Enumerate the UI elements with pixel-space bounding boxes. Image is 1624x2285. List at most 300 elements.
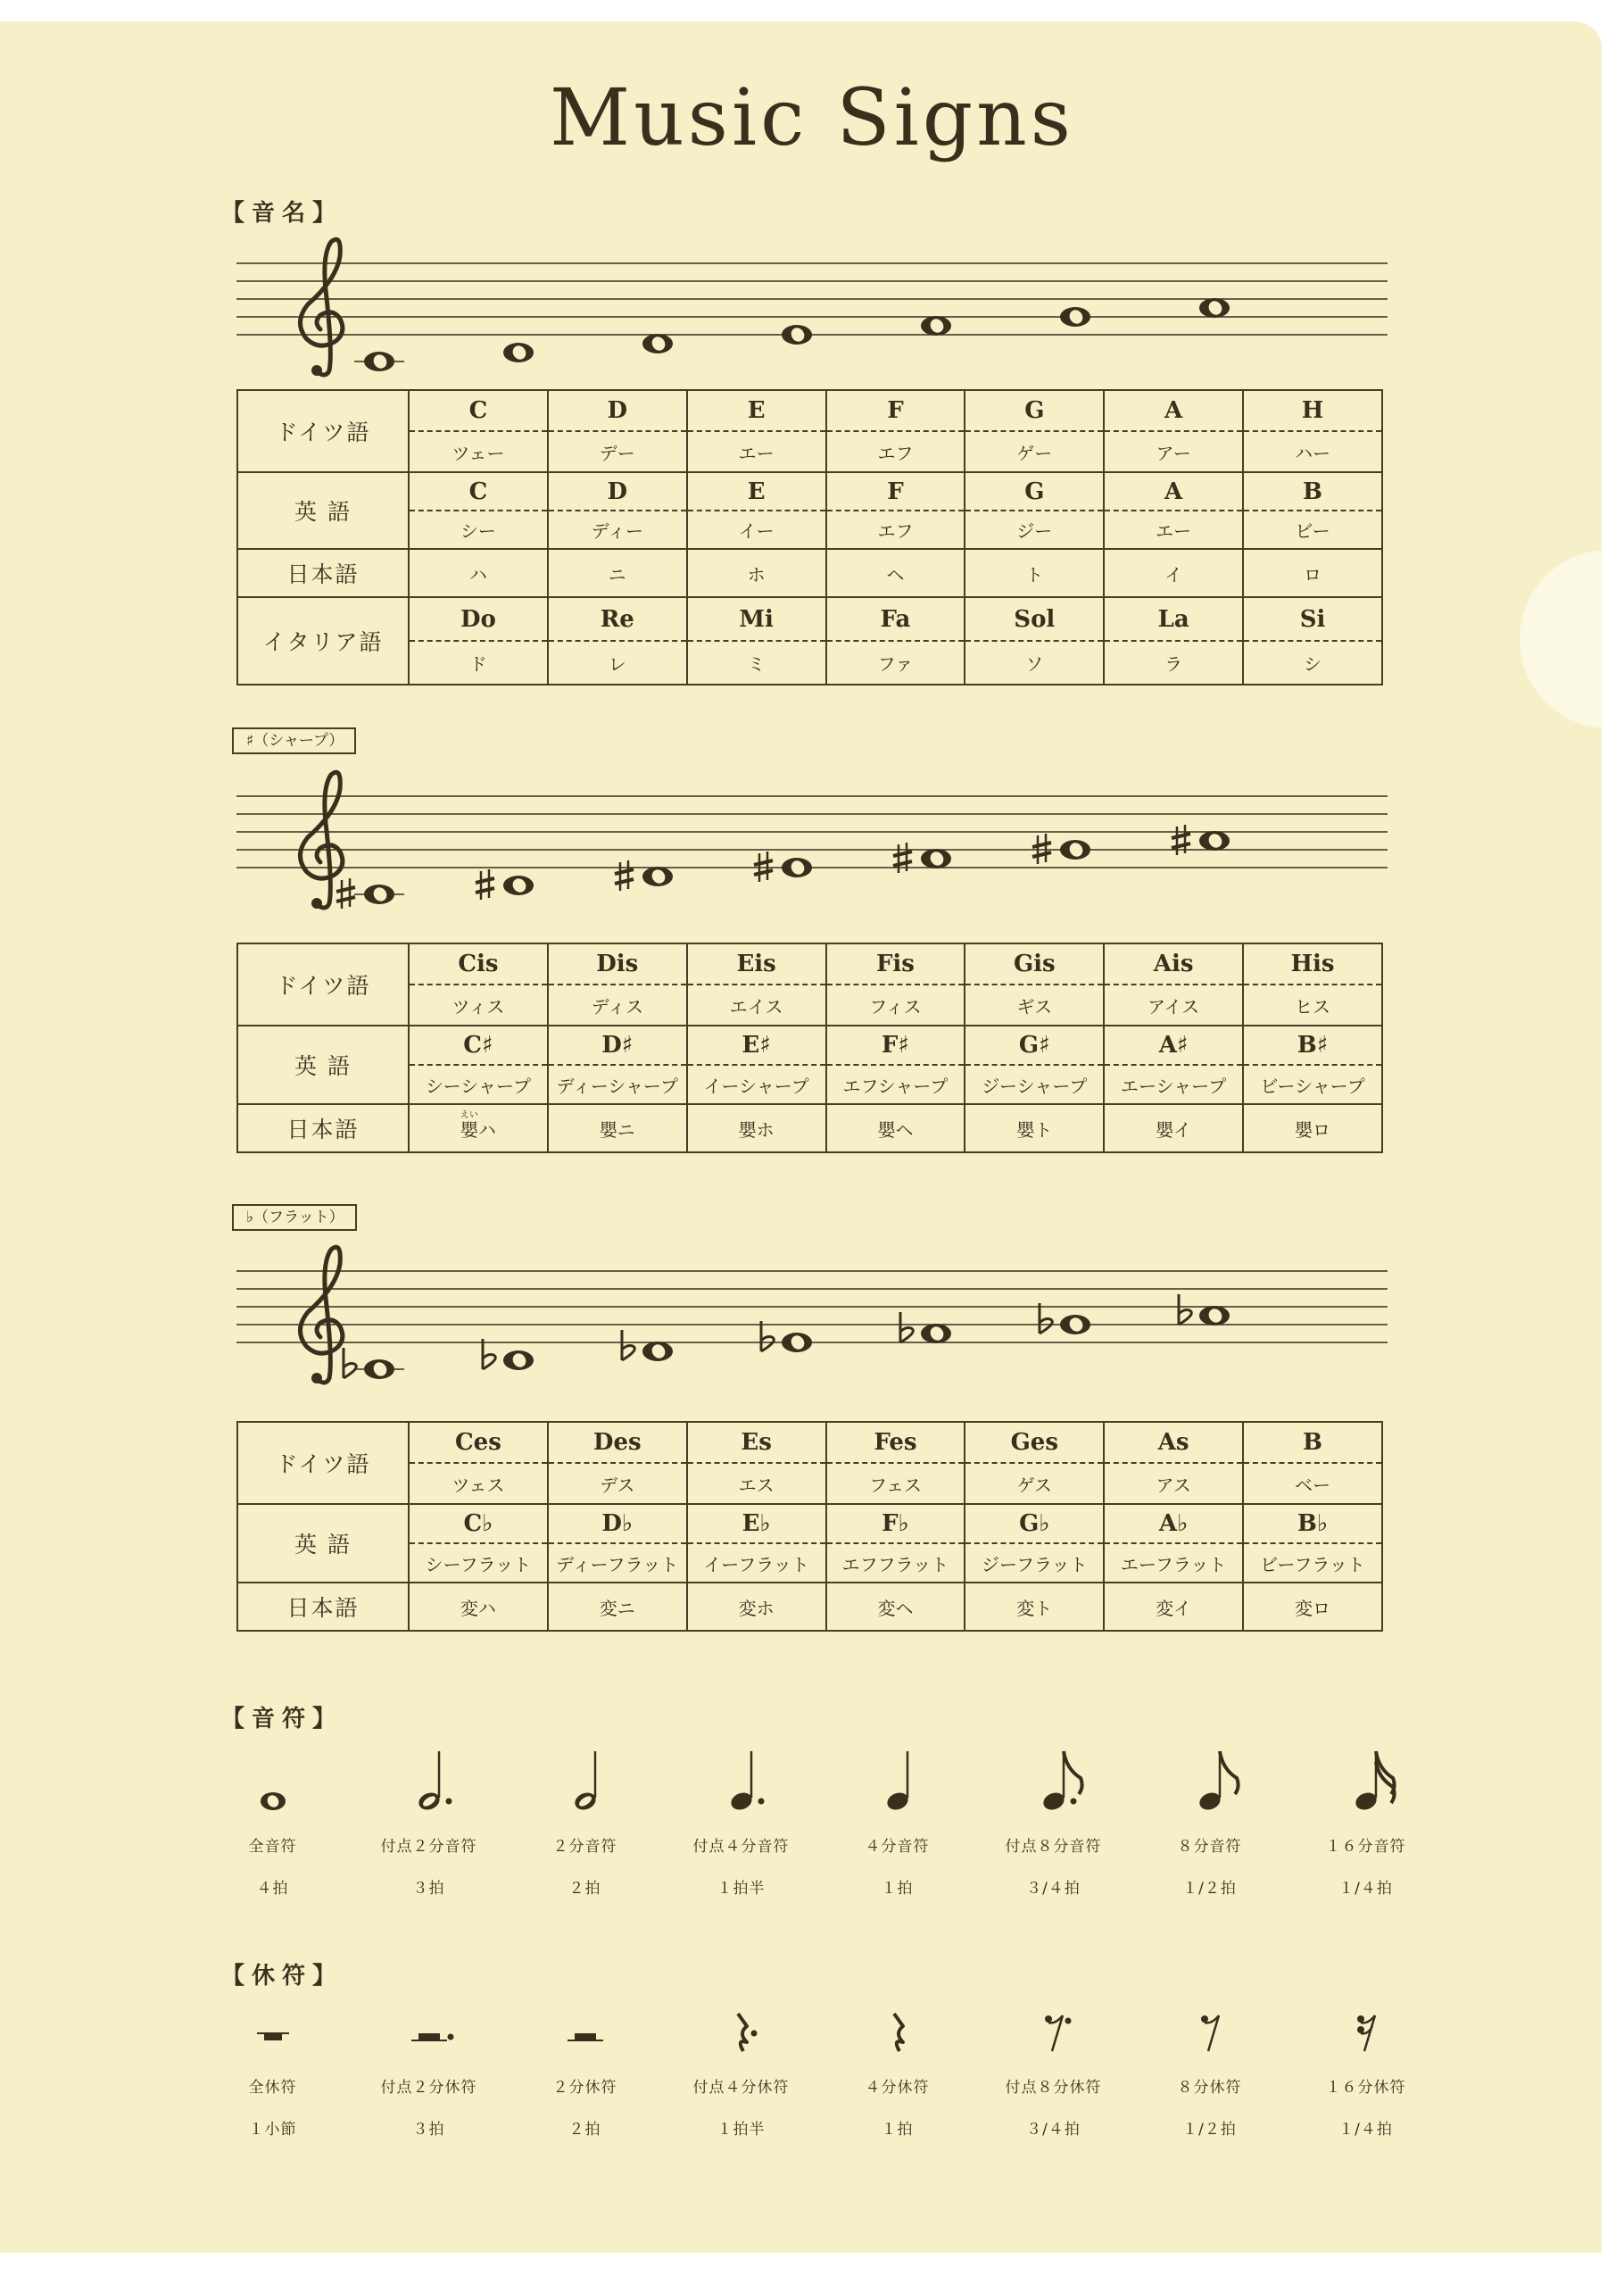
symbol-name: 付点２分休符 [380,2079,477,2097]
cell-reading: イーフラット [703,1553,809,1575]
treble-clef-icon [300,1247,342,1383]
sixteenth-note-icon [1313,1741,1420,1821]
note-cell: 嬰ヘ [826,1104,965,1152]
cell-reading: フィス [869,995,922,1018]
rest-symbol [663,1982,819,2139]
cell-name: 嬰ハ [460,1118,496,1141]
note-cell: 変ヘ [826,1583,965,1631]
note-cell: ニ [548,549,687,597]
note-symbol [819,1741,975,1898]
rest-symbol [351,1982,507,2139]
cell-name: C♭ [410,1505,547,1544]
note-cell [1243,1504,1382,1583]
cell-name: E♯ [688,1026,825,1066]
cell-reading: ベー [1295,1474,1331,1496]
cell-reading: フェス [868,1474,922,1496]
cell-name: D [549,473,686,511]
note-symbol [1288,1741,1444,1898]
cell-name: Gis [965,944,1103,985]
page-title: Music Signs [550,71,1074,163]
note-symbols-row [195,1741,1444,1898]
quarter-rest-icon [844,1982,951,2062]
cell-reading: ゲー [1016,442,1053,464]
note-cell [1104,390,1243,472]
symbol-beat: ３拍 [412,1880,445,1898]
ruby-reading: えい [460,1109,478,1120]
staff-note-5 [921,316,951,336]
staff-note-7 [1199,298,1230,318]
symbol-name: ４分音符 [865,1838,930,1856]
flat-sign-icon [761,1321,774,1351]
sharp-sign-icon [476,869,494,900]
staff-note-5 [900,1312,951,1343]
table-row [237,1422,1382,1504]
cell-name: Cis [410,944,547,985]
symbol-name: 付点８分音符 [1005,1838,1102,1856]
cell-name: B [1244,1423,1381,1464]
flat-table [236,1421,1383,1632]
cell-reading: エーフラット [1120,1553,1227,1575]
note-cell [687,1422,826,1504]
note-cell [409,943,548,1026]
note-cell [965,390,1104,472]
cell-name: A [1105,391,1242,432]
note-cell [1104,472,1243,549]
cell-name: A♭ [1105,1505,1242,1544]
sharp-sign-icon [1172,825,1190,855]
symbol-name: ８分音符 [1177,1838,1242,1856]
cell-name: B [1244,473,1381,511]
cell-reading: ジー [1016,520,1053,542]
note-cell [1104,1504,1243,1583]
section-label-sharp: ♯（シャープ） [232,727,356,754]
staff-note-3 [642,334,673,353]
note-symbol [351,1741,507,1898]
cell-reading: ソ [1025,653,1044,675]
cell-name: Dis [549,944,686,985]
dotted-half-rest-icon [376,1982,483,2062]
cell-name: G♯ [965,1026,1103,1066]
cell-name: G [965,473,1103,511]
symbol-beat: ３/４拍 [1026,1880,1081,1898]
symbol-name: ２分休符 [552,2079,617,2097]
cell-reading: エー [738,442,775,464]
cell-reading: ディー [591,520,643,542]
cell-reading: ツェス [452,1474,505,1496]
table-row [237,472,1382,549]
half-rest-icon [532,1982,639,2062]
dotted-half-note-icon [376,1741,483,1821]
staff-note-7 [1179,1294,1230,1325]
symbol-name: 全音符 [248,1838,297,1856]
rest-symbol [1288,1982,1444,2139]
sharp-sign-icon [1032,834,1051,864]
symbol-beat: １拍 [881,2121,914,2139]
symbol-beat: ２拍 [568,1880,601,1898]
whole-note-icon [220,1741,327,1821]
row-header: ドイツ語 [237,1422,409,1504]
note-cell [1243,1026,1382,1104]
note-cell [826,472,965,549]
cell-reading: ラ [1164,653,1183,675]
section-label-flat: ♭（フラット） [232,1204,357,1231]
cell-name: Ais [1105,944,1242,985]
flat-sign-icon [900,1312,913,1342]
cell-name: C♯ [410,1026,547,1066]
table-row [237,597,1382,685]
note-cell [826,943,965,1026]
note-cell: ハ [409,549,548,597]
note-cell [687,472,826,549]
staff-natural [236,237,1388,388]
rest-symbol [1131,1982,1288,2139]
cell-reading: アイス [1148,995,1200,1018]
treble-clef-icon [300,772,342,909]
cell-name: F♯ [827,1026,965,1066]
note-cell [965,943,1104,1026]
note-cell [826,597,965,685]
cell-reading: エフフラット [841,1553,949,1575]
note-cell: 変ロ [1243,1583,1382,1631]
section-label-notes: 【音符】 [221,1706,344,1732]
symbol-beat: １/４拍 [1338,2121,1393,2139]
note-cell [409,1104,548,1152]
row-header: 英 語 [237,1026,409,1104]
row-header: 日本語 [237,1104,409,1152]
staff-note-5 [893,843,951,873]
note-symbol [195,1741,351,1898]
cell-name: B♭ [1244,1505,1381,1544]
cell-name: Si [1244,598,1381,642]
table-row [237,943,1382,1026]
table-row [237,1583,1382,1631]
note-cell [965,472,1104,549]
sharp-sign-icon [893,843,912,873]
symbol-name: ８分休符 [1177,2079,1242,2097]
symbol-beat: １拍 [881,1880,914,1898]
cell-reading: エイス [729,995,783,1018]
cell-name: D♯ [549,1026,686,1066]
note-cell: 変ニ [548,1583,687,1631]
note-cell [687,597,826,685]
cell-reading: ファ [877,653,914,675]
eighth-rest-icon [1156,1982,1264,2062]
note-cell [965,597,1104,685]
flat-sign-icon [622,1330,634,1360]
table-row [237,1504,1382,1583]
cell-name: As [1105,1423,1242,1464]
cell-reading: エフ [877,442,914,464]
staff-note-4 [782,325,812,345]
cell-reading: デス [600,1474,635,1496]
note-names-table [236,389,1383,686]
note-cell [1104,1026,1243,1104]
note-cell [1104,1422,1243,1504]
cell-reading: デー [599,442,635,464]
note-cell [409,1422,548,1504]
row-header: ドイツ語 [237,943,409,1026]
cell-reading: ツェー [452,442,505,464]
note-cell: 嬰ニ [548,1104,687,1152]
quarter-note-icon [844,1741,951,1821]
note-symbol [663,1741,819,1898]
table-row [237,1026,1382,1104]
note-cell: ト [965,549,1104,597]
staff-note-1 [354,352,404,371]
rest-symbols-row [195,1982,1444,2139]
cell-reading: ビーシャープ [1260,1075,1365,1097]
note-cell [826,1026,965,1104]
note-cell: ヘ [826,549,965,597]
symbol-beat: １拍半 [717,2121,766,2139]
note-cell: ホ [687,549,826,597]
cell-reading: シー [460,520,496,542]
thumb-cutout [1520,550,1602,728]
staff-note-6 [1060,307,1090,327]
cell-reading: ジーフラット [981,1553,1088,1575]
dotted-eighth-rest-icon [1000,1982,1107,2062]
eighth-note-icon [1156,1741,1264,1821]
note-cell [409,472,548,549]
table-row [237,1104,1382,1152]
table-row [237,549,1382,597]
cell-reading: レ [608,653,626,675]
cell-name: B♯ [1244,1026,1381,1066]
cell-name: G♭ [965,1505,1103,1544]
symbol-beat: １/４拍 [1338,1880,1393,1898]
cell-reading: シ [1304,653,1322,675]
cell-name: E♭ [688,1505,825,1544]
staff-note-3 [615,860,673,891]
note-cell [548,597,687,685]
cell-reading: ディーシャープ [556,1075,679,1097]
note-cell [965,1026,1104,1104]
table-row [237,390,1382,472]
cell-name: Do [410,598,547,642]
staff-note-4 [754,852,812,882]
sharp-sign-icon [615,860,634,891]
section-label-rests: 【休符】 [221,1963,344,1990]
note-cell [548,1504,687,1583]
cell-name: Fis [827,944,965,985]
cell-name: E [688,391,825,432]
staff-note-1 [336,878,404,909]
cell-name: H [1244,391,1381,432]
cell-name: Mi [688,598,825,642]
cell-reading: イーシャープ [703,1075,809,1097]
staff-note-1 [344,1348,404,1379]
staff-note-7 [1172,825,1230,855]
flat-sign-icon [483,1339,495,1369]
symbol-beat: １/２拍 [1182,1880,1237,1898]
symbol-name: 付点８分休符 [1005,2079,1102,2097]
note-cell: 嬰ト [965,1104,1104,1152]
cell-name: D♭ [549,1505,686,1544]
note-cell [826,390,965,472]
cell-reading: ハー [1295,442,1331,464]
row-header: 英 語 [237,1504,409,1583]
note-cell [1104,943,1243,1026]
note-symbol [1131,1741,1288,1898]
cell-name: Re [549,598,686,642]
symbol-name: １６分休符 [1325,2079,1406,2097]
note-cell [1243,390,1382,472]
cell-name: La [1105,598,1242,642]
staff-sharp [236,769,1388,921]
cell-name: Ges [965,1423,1103,1464]
cell-reading: ド [468,653,487,675]
cell-name: F♭ [827,1505,965,1544]
cell-reading: シーシャープ [425,1075,532,1097]
staff-note-2 [476,869,534,900]
symbol-beat: １拍半 [717,1880,766,1898]
cell-name: C [410,391,547,432]
flat-sign-icon [1179,1294,1191,1325]
staff-note-6 [1040,1303,1090,1334]
note-cell: 嬰ホ [687,1104,826,1152]
cell-reading: ゲス [1016,1474,1052,1496]
row-header: 日本語 [237,1583,409,1631]
cell-name: A♯ [1105,1026,1242,1066]
cell-name: Ces [410,1423,547,1464]
note-symbol [975,1741,1131,1898]
symbol-beat: １小節 [248,2121,297,2139]
staff-note-6 [1032,834,1090,864]
note-cell: 嬰イ [1104,1104,1243,1152]
cell-reading: ミ [747,653,766,675]
row-header: 英 語 [237,472,409,549]
staff-note-2 [503,343,534,362]
symbol-name: 全休符 [248,2079,297,2097]
note-cell [548,1422,687,1504]
note-cell [548,472,687,549]
whole-rest-icon [220,1982,327,2062]
note-cell: 変ホ [687,1583,826,1631]
rest-symbol [975,1982,1131,2139]
row-header: ドイツ語 [237,390,409,472]
cell-reading: ギス [1016,995,1053,1018]
note-cell: 変イ [1104,1583,1243,1631]
symbol-beat: ４拍 [256,1880,289,1898]
sharp-sign-icon [336,878,355,909]
note-cell: ロ [1243,549,1382,597]
cell-reading: ジーシャープ [982,1075,1088,1097]
cell-name: E [688,473,825,511]
cell-name: C [410,473,547,511]
cell-reading: ビー [1295,520,1330,542]
note-cell [687,390,826,472]
note-cell [965,1422,1104,1504]
note-cell: 変ハ [409,1583,548,1631]
cell-reading: エス [738,1474,775,1496]
sixteenth-rest-icon [1313,1982,1420,2062]
flat-sign-icon [344,1348,356,1378]
note-cell [548,1026,687,1104]
symbol-name: ４分休符 [865,2079,930,2097]
cell-reading: エーシャープ [1121,1075,1227,1097]
cell-reading: イー [738,520,775,542]
note-cell [687,943,826,1026]
cell-name: Eis [688,944,825,985]
note-cell [409,390,548,472]
rest-symbol [195,1982,351,2139]
rest-symbol [507,1982,663,2139]
note-cell: イ [1104,549,1243,597]
symbol-beat: １/２拍 [1182,2121,1237,2139]
note-cell [548,390,687,472]
note-cell [409,1026,548,1104]
cell-name: G [965,391,1103,432]
cell-name: Fes [827,1423,965,1464]
note-cell [687,1026,826,1104]
note-cell [1243,597,1382,685]
rest-symbol [819,1982,975,2139]
symbol-name: ２分音符 [552,1838,617,1856]
cell-reading: シーフラット [425,1553,532,1575]
cell-name: A [1105,473,1242,511]
symbol-name: 付点２分音符 [380,1838,477,1856]
sharp-table [236,943,1383,1153]
sharp-sign-icon [754,852,773,882]
staff-note-3 [622,1330,673,1361]
symbol-name: 付点４分音符 [692,1838,790,1856]
flat-sign-icon [1040,1303,1052,1334]
section-label-note-names: 【音名】 [221,200,344,227]
cell-name: F [827,391,965,432]
cell-reading: エー [1156,520,1192,542]
dotted-quarter-rest-icon [688,1982,795,2062]
cell-reading: ディーフラット [556,1553,679,1575]
cell-reading: エフ [877,520,914,542]
staff-note-2 [483,1339,534,1370]
cell-reading: アス [1156,1474,1191,1496]
cell-name: F [827,473,965,511]
symbol-beat: ３拍 [412,2121,445,2139]
half-note-icon [532,1741,639,1821]
cell-reading: ディス [591,995,643,1018]
row-header: イタリア語 [237,597,409,685]
note-cell: 嬰ロ [1243,1104,1382,1152]
cell-reading: ヒス [1295,995,1331,1018]
row-header: 日本語 [237,549,409,597]
cell-name: Es [688,1423,825,1464]
note-cell [826,1504,965,1583]
treble-clef-icon [300,239,342,376]
cell-name: Des [549,1423,686,1464]
note-cell [409,597,548,685]
note-cell [409,1504,548,1583]
cell-reading: エフシャープ [842,1075,949,1097]
symbol-beat: ３/４拍 [1026,2121,1081,2139]
cell-reading: ビーフラット [1260,1553,1365,1575]
note-symbol [507,1741,663,1898]
cell-name: D [549,391,686,432]
dotted-quarter-note-icon [688,1741,795,1821]
note-cell [1243,943,1382,1026]
symbol-beat: ２拍 [568,2121,601,2139]
note-cell: 変ト [965,1583,1104,1631]
dotted-eighth-note-icon [1000,1741,1107,1821]
symbol-name: １６分音符 [1325,1838,1406,1856]
cell-name: His [1244,944,1381,985]
note-cell [1243,472,1382,549]
note-cell [826,1422,965,1504]
note-cell [548,943,687,1026]
staff-flat [236,1244,1388,1396]
cell-name: Fa [827,598,965,642]
note-cell [1104,597,1243,685]
cell-reading: ツィス [452,995,505,1018]
